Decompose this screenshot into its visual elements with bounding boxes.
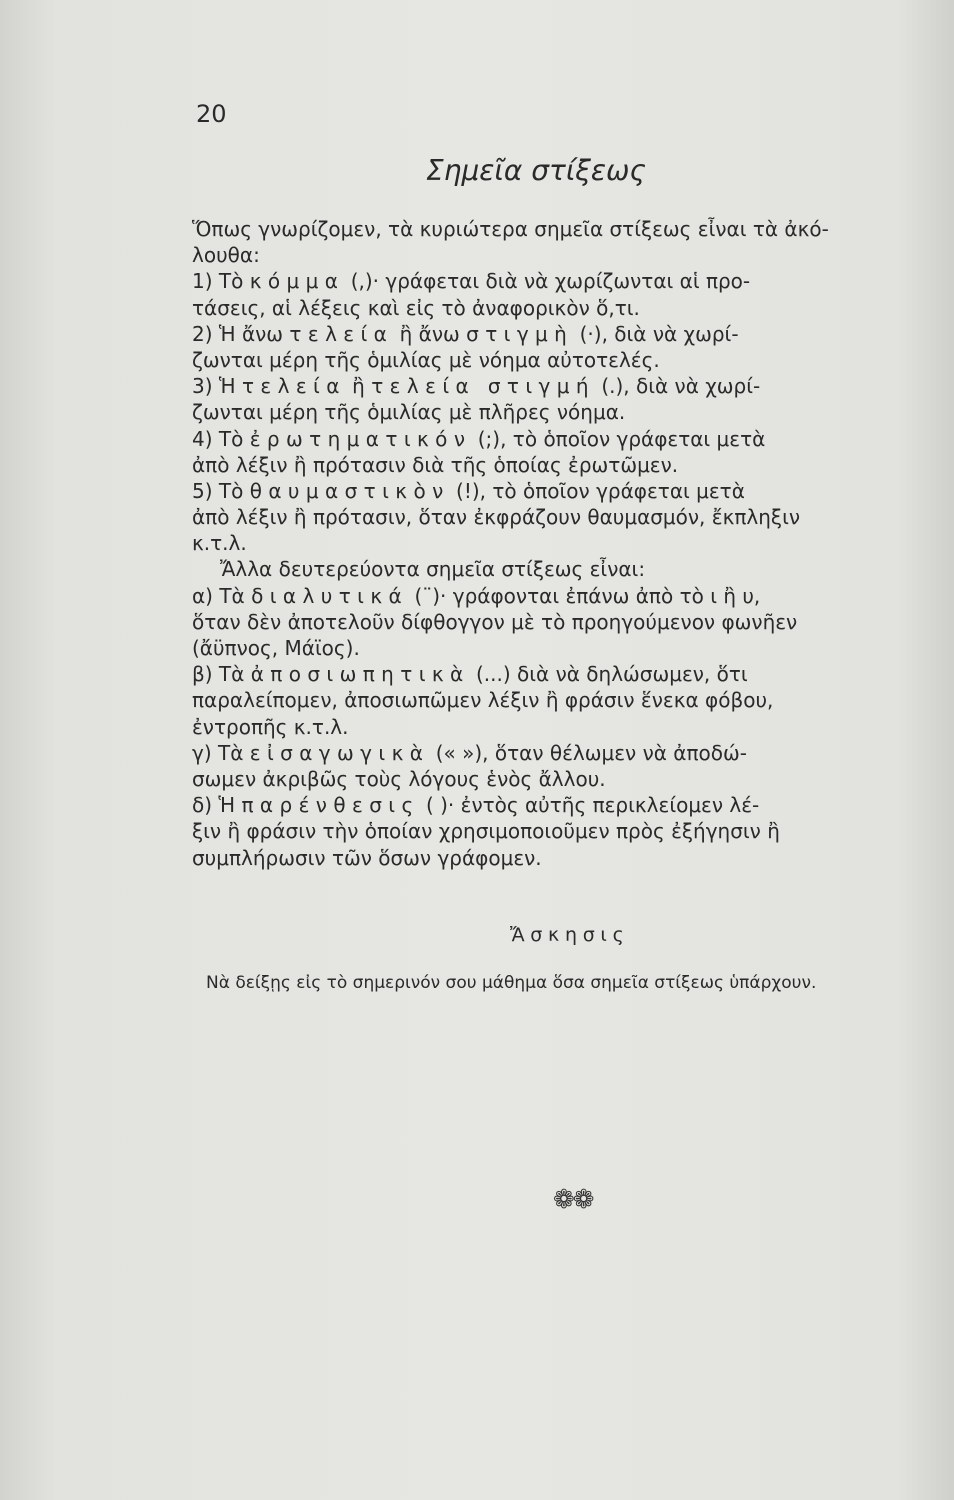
item-text: ( )· ἐντὸς αὐτῆς περικλείομεν λέ-: [425, 793, 760, 818]
item-c-cont: σωμεν ἀκριβῶς τοὺς λόγους ἑνὸς ἄλλου.: [192, 766, 606, 791]
item-text: (...) διὰ νὰ δηλώσωμεν, ὅτι: [476, 662, 748, 687]
item-3: [192, 373, 928, 399]
item-d-cont: συμπλήρωσιν τῶν ὅσων γράφομεν.: [192, 845, 542, 870]
item-d: [192, 792, 928, 818]
item-d-cont: ξιν ἢ φράσιν τὴν ὁποίαν χρησιμοποιοῦμεν πρὸς ἐξήγησιν ἢ: [192, 819, 780, 844]
term: τελεία: [289, 321, 394, 346]
item-2: [192, 321, 928, 347]
secondary-intro: Ἄλλα δευτερεύοντα σημεῖα στίξεως εἶναι:: [220, 557, 646, 582]
term: παρένθεσις: [241, 793, 420, 818]
item-4-cont: ἀπὸ λέξιν ἢ πρότασιν διὰ τῆς ὁποίας ἐρωτῶμεν.: [192, 452, 679, 477]
intro-line: Ὅπως γνωρίζομεν, τὰ κυριώτερα σημεῖα στίξεως εἶναι τὰ ἀκό-: [192, 217, 829, 241]
intro-line: λουθα:: [192, 243, 260, 268]
item-3-cont: ζωνται μέρη τῆς ὁμιλίας μὲ πλῆρες νόημα.: [192, 400, 626, 425]
item-5: [192, 478, 928, 504]
item-text: (·), διὰ νὰ χωρί-: [579, 321, 739, 346]
item-number: δ) Ἡ: [192, 793, 236, 818]
item-a-cont: ὅταν δὲν ἀποτελοῦν δίφθογγον μὲ τὸ προηγούμενον φωνῆεν: [192, 609, 798, 634]
item-text: (« »), ὅταν θέλωμεν νὰ ἀποδώ-: [435, 740, 747, 765]
item-number: 1) Τὸ: [192, 269, 244, 294]
item-2-cont: ζωνται μέρη τῆς ὁμιλίας μὲ νόημα αὐτοτελές.: [192, 347, 660, 372]
term: ἀποσιωπητικὰ: [250, 662, 470, 687]
item-text: ἢ ἄνω: [399, 321, 460, 346]
item-5-cont: κ.τ.λ.: [192, 531, 247, 556]
item-5-cont: ἀπὸ λέξιν ἢ πρότασιν, ὅταν ἐκφράζουν θαυμασμόν, ἔκπληξιν: [192, 505, 801, 530]
term: εἰσαγωγικὰ: [249, 740, 430, 765]
item-b: [192, 661, 928, 687]
item-text: (!), τὸ ὁποῖον γράφεται μετὰ: [456, 478, 745, 503]
term: ἐρωτηματικόν: [249, 426, 472, 451]
item-b-cont: ἐντροπῆς κ.τ.λ.: [192, 714, 349, 739]
exercise-text: Νὰ δείξῃς εἰς τὸ σημερινόν σου μάθημα ὅσα σημεῖα στίξεως ὑπάρχουν.: [206, 973, 817, 993]
item-number: γ) Τὰ: [192, 740, 244, 765]
item-number: 3) Ἡ: [192, 374, 236, 399]
term: κόμμα: [249, 269, 345, 294]
item-1-cont: τάσεις, αἱ λέξεις καὶ εἰς τὸ ἀναφορικὸν ὅ,τι.: [192, 295, 640, 320]
term: θαυμαστικὸν: [249, 478, 450, 503]
item-number: 2) Ἡ ἄνω: [192, 321, 284, 346]
item-a: [192, 583, 928, 609]
item-number: 4) Τὸ: [192, 426, 244, 451]
page-number: 20: [196, 100, 227, 128]
item-4: [192, 426, 928, 452]
item-text: (.), διὰ νὰ χωρί-: [601, 374, 761, 399]
item-1: [192, 268, 928, 294]
page-title: Σημεῖα στίξεως: [426, 154, 646, 187]
item-number: β) Τὰ: [192, 662, 245, 687]
item-text: (,)· γράφεται διὰ νὰ χωρίζωνται αἱ προ-: [350, 269, 751, 294]
item-c: [192, 740, 928, 766]
item-text: (;), τὸ ὁποῖον γράφεται μετὰ: [477, 426, 766, 451]
ornament-icon: ❁❁: [553, 1185, 593, 1215]
term: διαλυτικά: [251, 583, 409, 608]
item-b-cont: παραλείπομεν, ἀποσιωπῶμεν λέξιν ἢ φράσιν ἕνεκα φόβου,: [192, 688, 774, 713]
item-text: ἢ: [352, 374, 365, 399]
term: στιγμὴ: [466, 321, 574, 346]
exercise-heading: Ἄσκησις: [510, 924, 630, 946]
item-a-cont: (ἄϋπνος, Μάϊος).: [192, 636, 360, 660]
item-text: (¨)· γράφονται ἐπάνω ἀπὸ τὸ ι ἢ υ,: [414, 583, 761, 608]
body-text: [192, 216, 928, 871]
item-number: α) Τὰ: [192, 583, 245, 608]
term: τελεία στιγμή: [371, 374, 595, 399]
item-number: 5) Τὸ: [192, 478, 244, 503]
term: τελεία: [241, 374, 346, 399]
